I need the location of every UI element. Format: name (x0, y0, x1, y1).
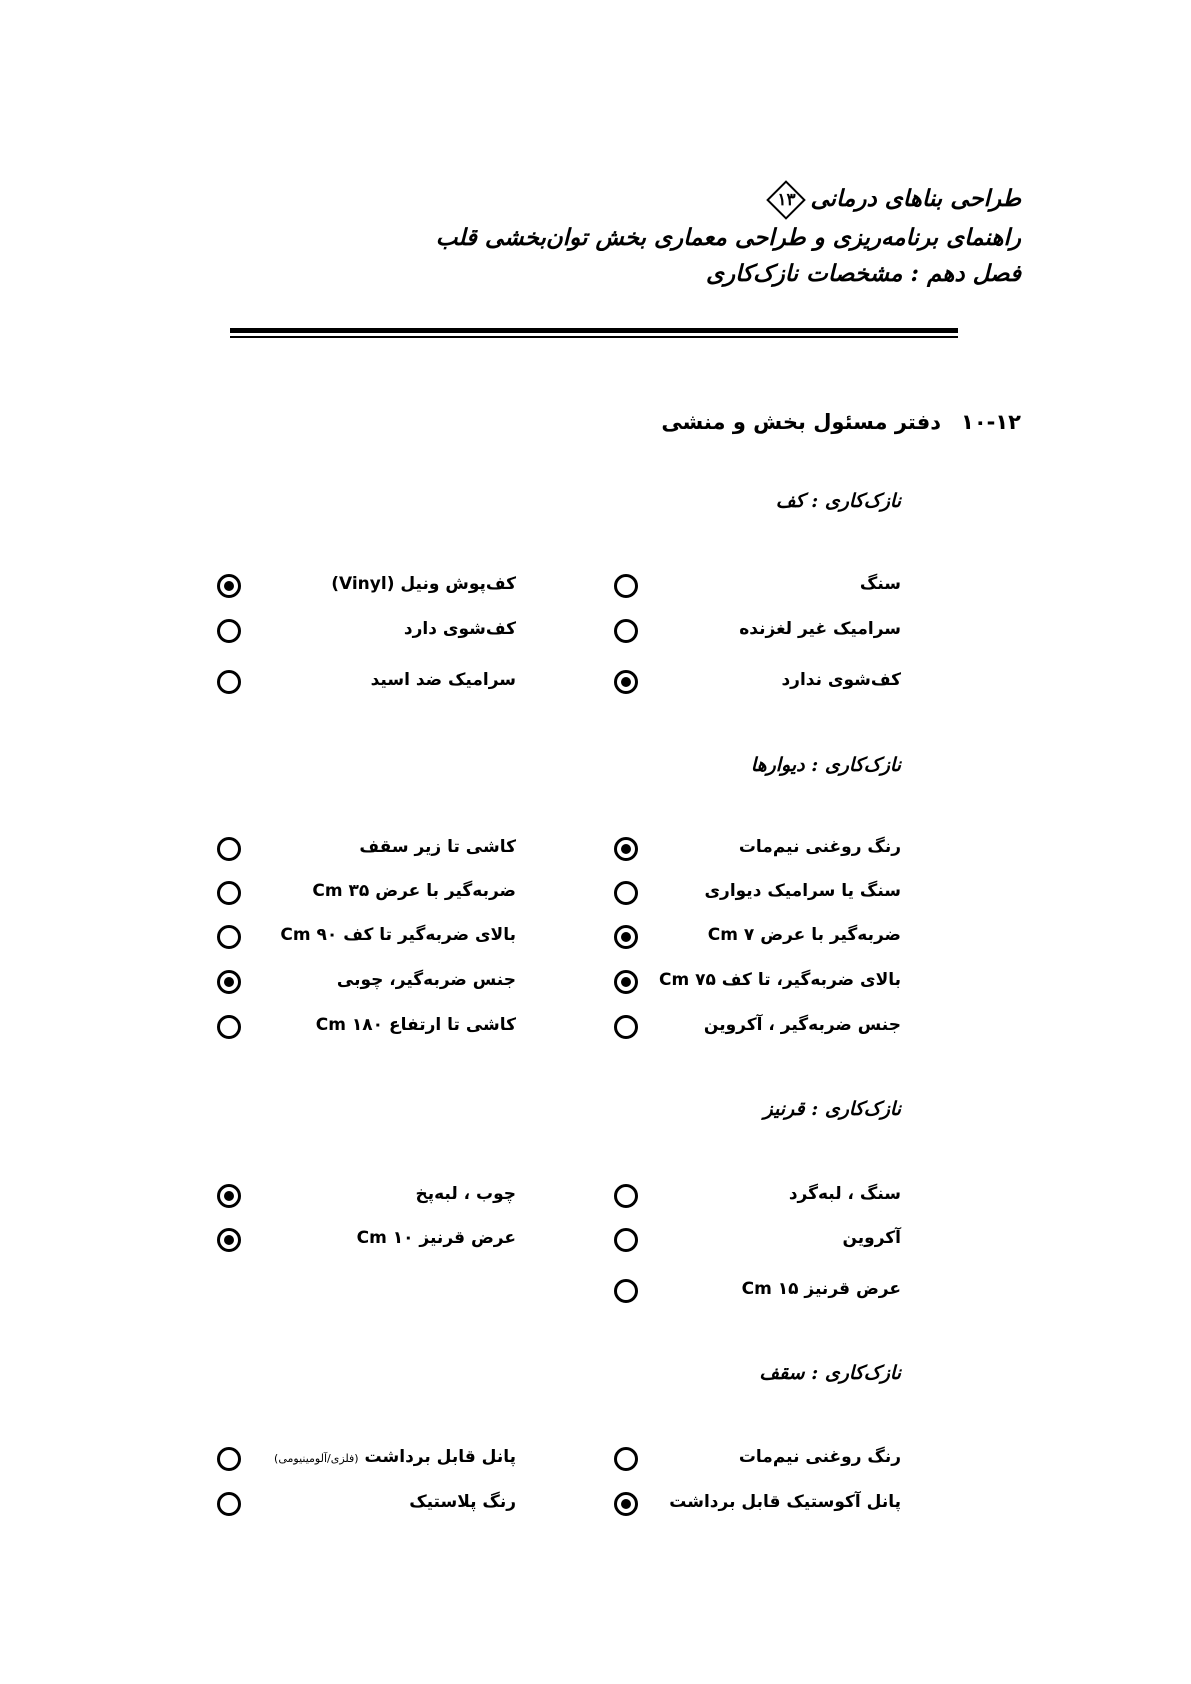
walls-option-paint: رنگ روغنی نیم‌مات (738, 837, 901, 857)
cornice-width-15-radio[interactable] (614, 1279, 638, 1303)
walls-option-bumper-7: ضربه‌گیر با عرض ۷ Cm (707, 925, 901, 945)
cornice-option-width-15: عرض قرنیز ۱۵ Cm (741, 1279, 901, 1299)
walls-bumper-7-radio[interactable] (614, 925, 638, 949)
floor-vinyl-radio[interactable] (217, 574, 241, 598)
walls-bumper-35-radio[interactable] (217, 881, 241, 905)
walls-option-stone-ceramic: سنگ یا سرامیک دیواری (704, 881, 901, 901)
walls-bumper-wood-radio[interactable] (217, 970, 241, 994)
ceiling-option-plastic-paint: رنگ پلاستیک (409, 1492, 516, 1512)
walls-tile-ceiling-radio[interactable] (217, 837, 241, 861)
floor-stone-radio[interactable] (614, 574, 638, 598)
ceiling-removable-panel-radio[interactable] (217, 1447, 241, 1471)
ceiling-option-acoustic-panel: پانل آکوستیک قابل برداشت (669, 1492, 901, 1512)
section-number: ۱۰-۱۲ (961, 410, 1021, 434)
floor-option-acid-ceramic: سرامیک ضد اسید (370, 670, 516, 690)
book-title: طراحی بناهای درمانی (810, 185, 1021, 212)
floor-option-no-drain: کف‌شوی ندارد (781, 670, 901, 690)
cornice-option-wood-bevel: چوب ، لبه‌پخ (415, 1184, 516, 1204)
cornice-option-stone-round: سنگ ، لبه‌گرد (788, 1184, 901, 1204)
walls-stone-ceramic-radio[interactable] (614, 881, 638, 905)
floor-option-vinyl: کف‌پوش ونیل (Vinyl) (331, 574, 516, 594)
walls-above-bumper-90-radio[interactable] (217, 925, 241, 949)
ceiling-paint-radio[interactable] (614, 1447, 638, 1471)
cornice-width-10-radio[interactable] (217, 1228, 241, 1252)
walls-option-bumper-35: ضربه‌گیر با عرض ۳۵ Cm (312, 881, 516, 901)
floor-option-stone: سنگ (859, 574, 901, 594)
ceiling-option-paint: رنگ روغنی نیم‌مات (738, 1447, 901, 1467)
volume-badge (766, 180, 806, 220)
section-title: دفتر مسئول بخش و منشی (661, 410, 941, 434)
ceiling-removable-panel-note: (فلزی/آلومینیومی) (274, 1452, 359, 1465)
floor-option-has-drain: کف‌شوی دارد (403, 619, 516, 639)
ceiling-plastic-paint-radio[interactable] (217, 1492, 241, 1516)
cornice-stone-round-radio[interactable] (614, 1184, 638, 1208)
floor-heading: نازک‌کاری : کف (775, 490, 901, 512)
page-header (201, 180, 1021, 292)
cornice-wood-bevel-radio[interactable] (217, 1184, 241, 1208)
ceiling-removable-panel-label: پانل قابل برداشت (364, 1447, 516, 1467)
cornice-option-acrovyn: آکروین (842, 1228, 901, 1248)
header-line-1 (201, 180, 1021, 220)
header-divider-thick (230, 328, 958, 333)
floor-option-nonslip-ceramic: سرامیک غیر لغزنده (739, 619, 901, 639)
cornice-heading: نازک‌کاری : قرنیز (763, 1098, 901, 1120)
walls-option-bumper-wood: جنس ضربه‌گیر، چوبی (336, 970, 516, 990)
walls-option-above-bumper-90: بالای ضربه‌گیر تا کف ۹۰ Cm (280, 925, 516, 945)
floor-acid-ceramic-radio[interactable] (217, 670, 241, 694)
header-line-2: راهنمای برنامه‌ریزی و طراحی معماری بخش توان‌بخشی قلب (435, 224, 1021, 251)
floor-has-drain-radio[interactable] (217, 619, 241, 643)
walls-above-bumper-75-radio[interactable] (614, 970, 638, 994)
header-divider-thin (230, 336, 958, 338)
floor-nonslip-ceramic-radio[interactable] (614, 619, 638, 643)
header-line-3: فصل دهم : مشخصات نازک‌کاری (705, 260, 1021, 287)
cornice-option-width-10: عرض قرنیز ۱۰ Cm (356, 1228, 516, 1248)
walls-heading: نازک‌کاری : دیوارها (750, 754, 901, 776)
walls-paint-radio[interactable] (614, 837, 638, 861)
walls-tile-180-radio[interactable] (217, 1015, 241, 1039)
volume-number: ۱۳ (777, 190, 796, 210)
walls-option-tile-180: کاشی تا ارتفاع ۱۸۰ Cm (315, 1015, 516, 1035)
ceiling-heading: نازک‌کاری : سقف (759, 1362, 901, 1384)
walls-bumper-acrovyn-radio[interactable] (614, 1015, 638, 1039)
walls-option-above-bumper-75: بالای ضربه‌گیر، تا کف ۷۵ Cm (658, 970, 901, 990)
walls-option-bumper-acrovyn: جنس ضربه‌گیر ، آکروین (703, 1015, 901, 1035)
cornice-acrovyn-radio[interactable] (614, 1228, 638, 1252)
ceiling-acoustic-panel-radio[interactable] (614, 1492, 638, 1516)
walls-option-tile-ceiling: کاشی تا زیر سقف (359, 837, 516, 857)
section-heading (621, 410, 1021, 434)
ceiling-option-removable-panel (274, 1445, 516, 1471)
floor-no-drain-radio[interactable] (614, 670, 638, 694)
